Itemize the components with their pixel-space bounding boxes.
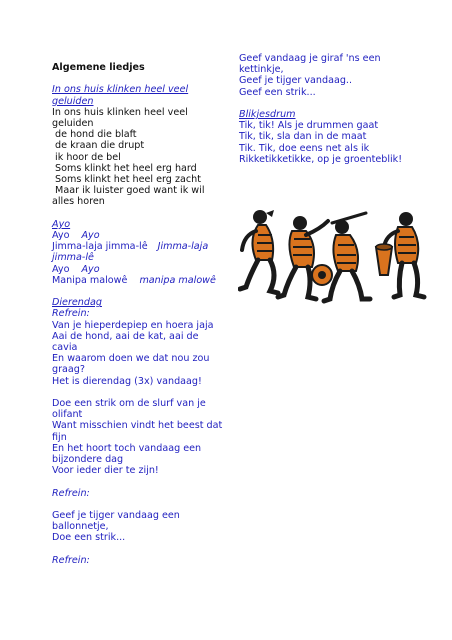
document-title: Algemene liedjes (52, 62, 145, 73)
lyric-line: Geef vandaag je giraf 'ns een (239, 53, 381, 64)
lyric-line: Tik. Tik, doe eens net als ik (239, 142, 370, 154)
lyric-line: Geef een strik... (239, 86, 316, 98)
song-heading: Dierendag (52, 297, 102, 309)
song-in-ons-huis (52, 84, 227, 207)
lyric-line (52, 230, 227, 241)
lyric-line: de hond die blaft (52, 129, 137, 141)
lyric-line: graag? (52, 364, 85, 376)
lyric-line: ballonnetje, (52, 521, 109, 533)
lyric-line: geluiden (52, 118, 94, 129)
lyric-line: ik hoor de bel (52, 151, 121, 163)
lyric-line: Soms klinkt het heel erg hard (52, 162, 197, 174)
lyric-line: Tik, tik! Als je drummen gaat (239, 120, 379, 132)
dancer-middle-left (278, 216, 332, 299)
song-ayo (52, 219, 227, 286)
lyric-line: cavia (52, 342, 78, 354)
lyric-part: Jimma-laja jimma-lê (52, 241, 148, 253)
lyric-part: Manipa malowê (52, 274, 128, 286)
right-column (239, 0, 439, 165)
lyric-line (52, 275, 227, 286)
dancing-figures-illustration (238, 205, 443, 305)
lyric-echo: Ayo (81, 263, 100, 275)
lyric-line: Voor ieder dier te zijn! (52, 465, 159, 477)
lyric-line: fijn (52, 431, 67, 443)
lyric-line: In ons huis klinken heel veel (52, 106, 188, 118)
dancer-left (240, 210, 278, 293)
lyric-line: Rikketikketikke, op je groenteblik! (239, 153, 403, 165)
lyric-line: olifant (52, 409, 83, 421)
lyric-line: En het hoort toch vandaag een (52, 442, 202, 454)
lyric-line: Geef je tijger vandaag een (52, 510, 180, 522)
song-heading: In ons huis klinken heel veel (52, 84, 189, 96)
lyric-line: En waarom doen we dat nou zou (52, 353, 210, 365)
lyric-line: Tik, tik, sla dan in de maat (239, 131, 367, 143)
lyric-line: alles horen (52, 196, 105, 208)
lyric-echo: manipa malowê (139, 274, 216, 286)
lyric-line (52, 264, 227, 275)
dancer-right-drum (376, 212, 424, 297)
lyric-line: jimma-lê (52, 252, 94, 264)
refrain-label: Refrein: (52, 308, 90, 320)
refrain-label: Refrein: (52, 554, 90, 566)
dancer-flute (324, 213, 370, 301)
lyric-line: Doe een strik om de slurf van je (52, 398, 206, 410)
lyric-line: Maar ik luister goed want ik wil (52, 185, 205, 197)
lyric-echo: Ayo (81, 230, 100, 242)
song-heading: Ayo (52, 218, 71, 230)
lyric-line: Soms klinkt het heel erg zacht (52, 174, 201, 186)
refrain-label: Refrein: (52, 487, 90, 499)
lyric-part: Ayo (52, 263, 70, 275)
lyric-line: Het is dierendag (3x) vandaag! (52, 375, 202, 387)
lyric-echo: Jimma-laja (157, 241, 209, 253)
lyric-line (52, 241, 227, 252)
song-dierendag (52, 297, 227, 566)
lyric-line: Doe een strik... (52, 532, 126, 544)
lyric-line: Aai de hond, aai de kat, aai de (52, 330, 199, 342)
song-heading: Blikjesdrum (239, 109, 296, 120)
lyric-line: Geef je tijger vandaag.. (239, 75, 353, 87)
lyric-line: kettinkje, (239, 64, 284, 76)
lyric-line: bijzondere dag (52, 454, 124, 466)
lyric-line: de kraan die drupt (52, 140, 145, 152)
song-heading-cont: geluiden (52, 95, 94, 107)
lyric-line: Want misschien vindt het beest dat (52, 420, 223, 432)
lyric-line: Van je hieperdepiep en hoera jaja (52, 319, 214, 331)
left-column (52, 0, 227, 566)
lyric-part: Ayo (52, 230, 70, 242)
